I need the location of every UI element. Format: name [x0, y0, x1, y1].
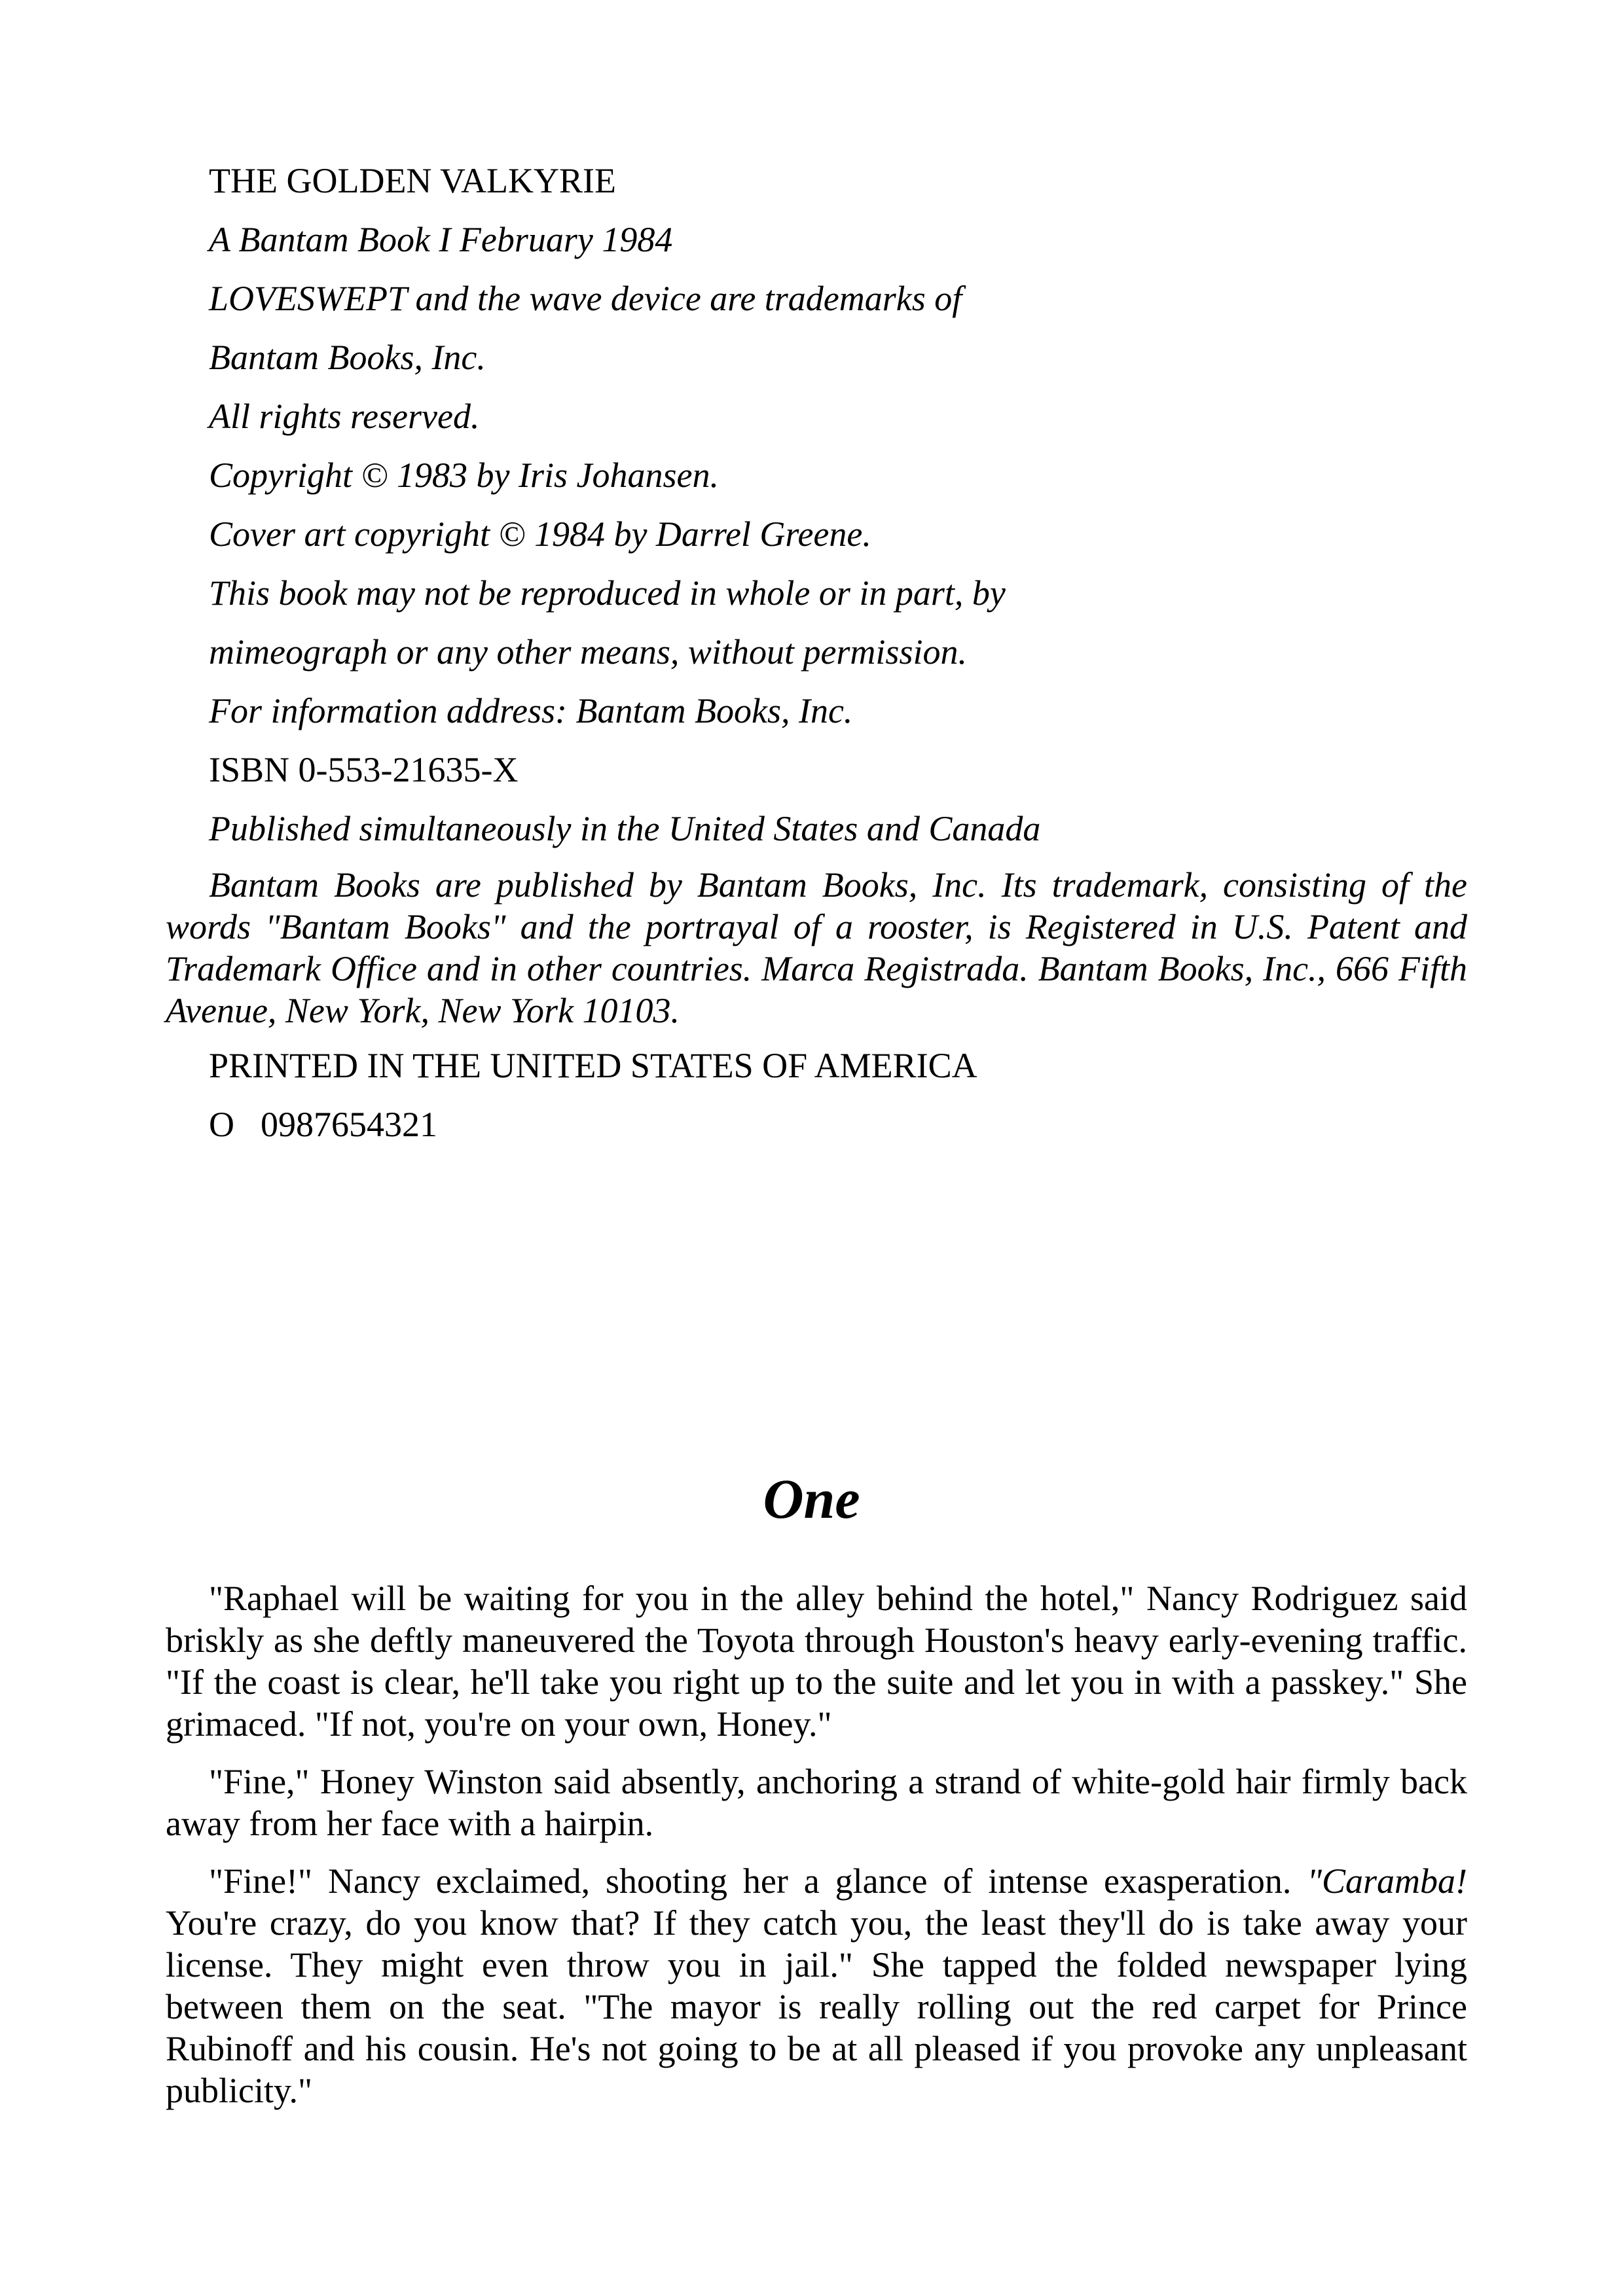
- trademark-line-1: LOVESWEPT and the wave device are trademarks of: [209, 279, 962, 318]
- edition-line: A Bantam Book I February 1984: [209, 220, 673, 259]
- copyright-page: [166, 157, 1467, 1160]
- paragraph-3: [166, 1860, 1467, 2111]
- print-code-line: [166, 1101, 1467, 1148]
- paragraph-2: "Fine," Honey Winston said absently, anchoring a strand of white-gold hair firmly back away from her face with a hairpin.: [166, 1762, 1467, 1843]
- book-title: THE GOLDEN VALKYRIE: [209, 161, 616, 200]
- isbn-line: ISBN 0-553-21635-X: [209, 750, 519, 789]
- paragraph-3-italic: "Caramba!: [1307, 1861, 1468, 1901]
- rights-line: All rights reserved.: [209, 397, 480, 436]
- print-code-letter: O: [209, 1105, 234, 1144]
- copyright-line: Copyright © 1983 by Iris Johansen.: [209, 456, 719, 495]
- simultaneous-line: Published simultaneously in the United States and Canada: [209, 809, 1041, 848]
- print-code-number: 0987654321: [261, 1105, 437, 1144]
- trademark-line-2: Bantam Books, Inc.: [209, 338, 486, 377]
- printed-in-line: PRINTED IN THE UNITED STATES OF AMERICA: [209, 1046, 977, 1085]
- chapter-body: [166, 1577, 1467, 2127]
- chapter-title: One: [763, 1467, 860, 1530]
- info-address-line: For information address: Bantam Books, Inc.: [209, 691, 853, 730]
- cover-art-line: Cover art copyright © 1984 by Darrel Greene.: [209, 514, 871, 554]
- paragraph-3-start: "Fine!" Nancy exclaimed, shooting her a glance of intense exasperation.: [209, 1861, 1292, 1901]
- paragraph-1: "Raphael will be waiting for you in the alley behind the hotel," Nancy Rodriguez said briskly as she deftly maneuvered the Toyota through Houston's heavy early-evening traffic. "If the coast is clear, he'll take you right up to the suite and let you in with a passkey." She grimaced. "If not, you're on your own, Honey.": [166, 1579, 1467, 1744]
- reproduction-line-1: This book may not be reproduced in whole or in part, by: [209, 573, 1006, 613]
- paragraph-3-rest: You're crazy, do you know that? If they catch you, the least they'll do is take away your license. They might even throw you in jail." She tapped the folded newspaper lying between them on the seat. "The mayor is really rolling out the red carpet for Prince Rubinoff and his cousin. He's not going to be at all pleased if you provoke any unpleasant publicity.": [166, 1903, 1467, 2110]
- reproduction-line-2: mimeograph or any other means, without permission.: [209, 632, 967, 672]
- publisher-note: Bantam Books are published by Bantam Books, Inc. Its trademark, consisting of the words "Bantam Books" and the portrayal of a rooster, is Registered in U.S. Patent and Trademark Office and in other countries. Marca Registrada. Bantam Books, Inc., 666 Fifth Avenue, New York, New York 10103.: [166, 865, 1467, 1030]
